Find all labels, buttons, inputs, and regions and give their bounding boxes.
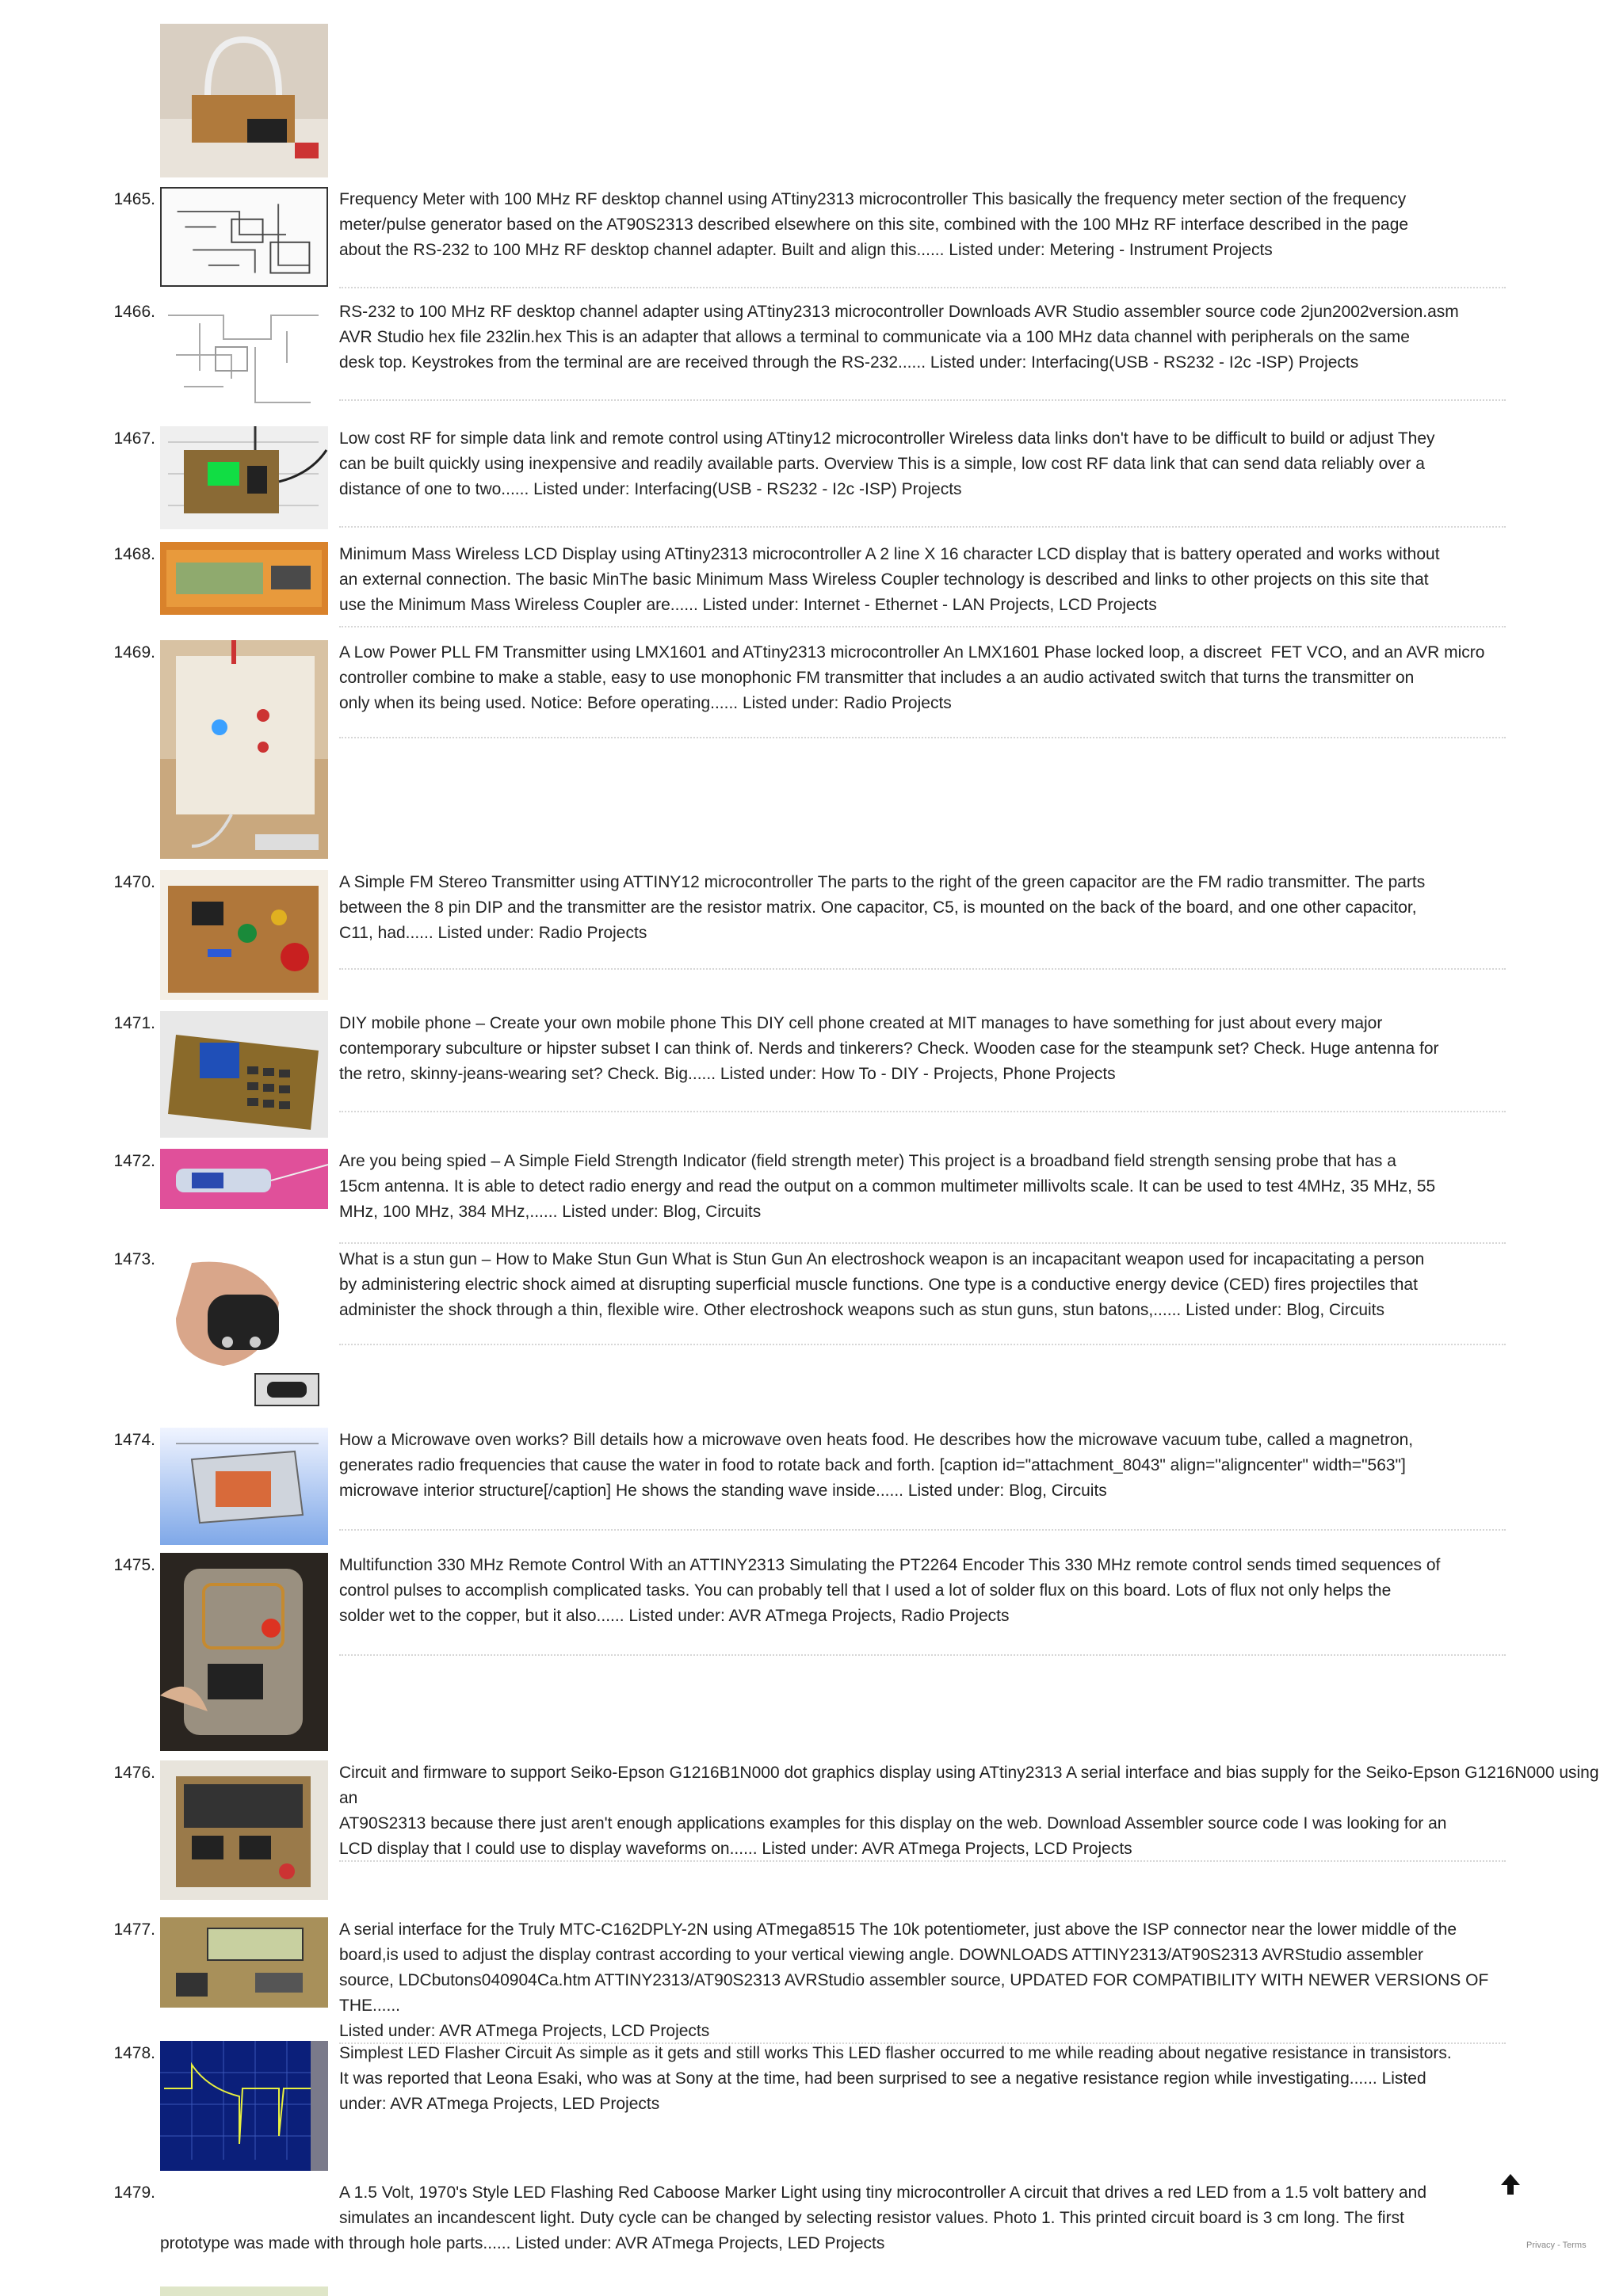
entry-text-line: only when its being used. Notice: Before operating...... Listed under: Radio Projects (339, 694, 952, 712)
entry-text-line: an external connection. The basic MinThe basic Minimum Mass Wireless Coupler technology is described and links to other projects on this site that (339, 570, 1429, 589)
entry-text-line: MHz, 100 MHz, 384 MHz,...... Listed under: Blog, Circuits (339, 1203, 762, 1221)
project-thumbnail[interactable] (160, 1553, 328, 1751)
recaptcha-privacy-terms[interactable]: Privacy - Terms (1526, 2241, 1587, 2250)
entry-text-line: control pulses to accomplish complicated tasks. You can probably tell that I used a lot of solder flux on this board. Lots of flux not only helps the (339, 1581, 1392, 1600)
entry-number: 1477. (113, 1920, 155, 1939)
entry-text-line: 15cm antenna. It is able to detect radio energy and read the output on a common multimeter millivolts scale. It can be used to test 4MHz, 35 MHz, 55 (339, 1177, 1436, 1196)
entry-text-line: A serial interface for the Truly MTC-C162DPLY-2N using ATmega8515 The 10k potentiometer, just above the ISP connector near the lower middle of the (339, 1920, 1457, 1939)
entry-number: 1475. (113, 1556, 155, 1574)
project-entry-overflow[interactable] (160, 2231, 1507, 2256)
entry-separator (339, 1344, 1506, 1345)
entry-text-line: AT90S2313 because there just aren't enough applications examples for this display on the web. Download Assembler source code I was looking for an (339, 1814, 1447, 1833)
project-thumbnail[interactable] (160, 542, 328, 615)
entry-text-line: about the RS-232 to 100 MHz RF desktop channel adapter. Built and align this...... Listed under: Metering - Instrument Projects (339, 241, 1273, 259)
entry-number: 1474. (113, 1431, 155, 1449)
entry-text-line: Are you being spied – A Simple Field Strength Indicator (field strength meter) This project is a broadband field strength sensing probe that has a (339, 1152, 1396, 1170)
entry-separator (339, 1111, 1506, 1112)
project-thumbnail[interactable] (160, 24, 328, 177)
entry-text-line: Simplest LED Flasher Circuit As simple as it gets and still works This LED flasher occurred to me while reading about negative resistance in transistors. (339, 2044, 1452, 2062)
entry-text-line: RS-232 to 100 MHz RF desktop channel adapter using ATtiny2313 microcontroller Downloads AVR Studio assembler source code 2jun2002version.asm (339, 303, 1459, 321)
entry-number: 1469. (113, 643, 155, 662)
entry-text-line: Listed under: AVR ATmega Projects, LCD Projects (339, 2022, 710, 2040)
project-entry[interactable] (339, 542, 1506, 618)
entry-text-line: Frequency Meter with 100 MHz RF desktop channel using ATtiny2313 microcontroller This basically the frequency meter section of the frequency (339, 190, 1407, 208)
entry-number: 1476. (113, 1764, 155, 1782)
entry-text-line: Circuit and firmware to support Seiko-Epson G1216B1N000 dot graphics display using ATtiny2313 A serial interface and bias supply for the Seiko-Epson G1216N000 using an (339, 1764, 1604, 1807)
project-entry[interactable] (339, 1553, 1506, 1629)
project-thumbnail[interactable] (160, 426, 328, 529)
project-entry[interactable] (339, 640, 1506, 716)
project-entry[interactable] (339, 426, 1506, 502)
entry-text-line: A 1.5 Volt, 1970's Style LED Flashing Red Caboose Marker Light using tiny microcontroller A circuit that drives a red LED from a 1.5 volt battery and (339, 2183, 1427, 2202)
entry-text-line: Minimum Mass Wireless LCD Display using ATtiny2313 microcontroller A 2 line X 16 character LCD display that is battery operated and works without (339, 545, 1440, 563)
entry-text-line: use the Minimum Mass Wireless Coupler are...... Listed under: Internet - Ethernet - LAN Projects, LCD Projects (339, 596, 1157, 614)
entry-text-line: the retro, skinny-jeans-wearing set? Check. Big...... Listed under: How To - DIY - Projects, Phone Projects (339, 1065, 1116, 1083)
entry-separator (339, 287, 1506, 288)
project-thumbnail[interactable] (160, 1917, 328, 2008)
entry-text-line: meter/pulse generator based on the AT90S2313 described elsewhere on this site, combined with the 100 MHz RF interface described in the page (339, 215, 1409, 234)
project-entry[interactable] (339, 1149, 1506, 1225)
entry-text-line: How a Microwave oven works? Bill details how a microwave oven heats food. He describes how the microwave vacuum tube, called a magnetron, (339, 1431, 1414, 1449)
entry-number: 1470. (113, 873, 155, 891)
entry-text-line: generates radio frequencies that cause the water in food to rotate back and forth. [caption id="attachment_8043" align="aligncenter" width="563"] (339, 1456, 1406, 1474)
entry-separator (339, 626, 1506, 627)
entry-number: 1466. (113, 303, 155, 321)
entry-text-line: C11, had...... Listed under: Radio Projects (339, 924, 647, 942)
entry-separator (339, 399, 1506, 401)
project-entry[interactable] (339, 1917, 1506, 2044)
entry-separator (339, 526, 1506, 528)
project-thumbnail[interactable] (160, 870, 328, 1000)
entry-text-line: board,is used to adjust the display contrast according to your vertical viewing angle. DOWNLOADS ATTINY2313/AT90S2313 AVRStudio assembler (339, 1946, 1424, 1964)
entry-separator (339, 1242, 1506, 1244)
entry-text-line: Low cost RF for simple data link and remote control using ATtiny12 microcontroller Wireless data links don't have to be difficult to build or adjust They (339, 429, 1435, 448)
project-thumbnail[interactable] (160, 187, 328, 287)
arrow-up-icon (1499, 2172, 1522, 2196)
entry-number: 1465. (113, 190, 155, 208)
entry-number: 1472. (113, 1152, 155, 1170)
entry-text-line: under: AVR ATmega Projects, LED Projects (339, 2095, 660, 2113)
entry-separator (339, 1654, 1506, 1656)
project-entry[interactable] (339, 1760, 1604, 1862)
entry-number: 1478. (113, 2044, 155, 2062)
entry-separator (339, 737, 1506, 738)
project-thumbnail[interactable] (160, 1011, 328, 1138)
entry-text-line: source, LDCbutons040904Ca.htm ATTINY2313/AT90S2313 AVRStudio assembler source, UPDATED FOR COMPATIBILITY WITH NEWER VERSIONS OF THE...... (339, 1971, 1493, 2015)
project-entry[interactable] (339, 870, 1506, 946)
entry-text-line: Multifunction 330 MHz Remote Control With an ATTINY2313 Simulating the PT2264 Encoder This 330 MHz remote control sends timed sequences of (339, 1556, 1441, 1574)
entry-text-line: contemporary subculture or hipster subset I can think of. Nerds and tinkerers? Check. Wooden case for the steampunk set? Check. Huge antenna for (339, 1039, 1439, 1058)
project-entry[interactable] (339, 1428, 1506, 1504)
project-entry[interactable] (339, 1011, 1506, 1087)
entry-text-line: between the 8 pin DIP and the transmitter are the resistor matrix. One capacitor, C5, is mounted on the back of the board, and one other capacitor, (339, 898, 1417, 917)
entry-text-line: A Low Power PLL FM Transmitter using LMX1601 and ATtiny2313 microcontroller An LMX1601 Phase locked loop, a discreet FET VCO, and an AVR micro (339, 643, 1485, 662)
entry-text-line: controller combine to make a stable, easy to use monophonic FM transmitter that includes a an audio activated switch that turns the transmitter on (339, 669, 1415, 687)
entry-text-line: can be built quickly using inexpensive and readily available parts. Overview This is a simple, low cost RF data link that can send data reliably over a (339, 455, 1425, 473)
project-thumbnail[interactable] (160, 1247, 328, 1413)
project-thumbnail[interactable] (160, 1428, 328, 1545)
entry-text-line: LCD display that I could use to display waveforms on...... Listed under: AVR ATmega Projects, LCD Projects (339, 1840, 1132, 1858)
project-entry[interactable] (339, 2041, 1506, 2117)
entry-separator (339, 1529, 1506, 1531)
entry-text-line: DIY mobile phone – Create your own mobile phone This DIY cell phone created at MIT manages to have something for just about every major (339, 1014, 1383, 1032)
scroll-to-top-button[interactable] (1499, 2172, 1522, 2196)
entry-text-line: microwave interior structure[/caption] He shows the standing wave inside...... Listed under: Blog, Circuits (339, 1482, 1107, 1500)
entry-text-line: What is a stun gun – How to Make Stun Gun What is Stun Gun An electroshock weapon is an incapacitant weapon used for incapacitating a person (339, 1250, 1425, 1268)
entry-text-line: It was reported that Leona Esaki, who was at Sony at the time, had been surprised to see a negative resistance region while investigating...... Listed (339, 2069, 1426, 2088)
entry-separator (339, 1860, 1506, 1862)
project-entry[interactable] (339, 1247, 1506, 1323)
project-entry[interactable] (339, 187, 1506, 263)
project-thumbnail[interactable] (160, 299, 328, 414)
entry-text-line: simulates an incandescent light. Duty cycle can be changed by selecting resistor values. Photo 1. This printed circuit board is 3 cm long. The first (339, 2209, 1404, 2227)
project-thumbnail[interactable] (160, 1760, 328, 1900)
entry-text-line: by administering electric shock aimed at disrupting superficial muscle functions. One type is a conductive energy device (CED) fires projectiles that (339, 1276, 1418, 1294)
project-entry[interactable] (339, 299, 1506, 376)
project-entry[interactable] (339, 2180, 1506, 2231)
entry-text-line: administer the shock through a thin, flexible wire. Other electroshock weapons such as stun guns, stun batons,...... Listed under: Blog, Circuits (339, 1301, 1385, 1319)
project-thumbnail[interactable] (160, 2041, 328, 2171)
entry-text-line: distance of one to two...... Listed under: Interfacing(USB - RS232 - I2c -ISP) Projects (339, 480, 962, 498)
project-thumbnail[interactable] (160, 2286, 328, 2296)
entry-text-line: A Simple FM Stereo Transmitter using ATTINY12 microcontroller The parts to the right of the green capacitor are the FM radio transmitter. The parts (339, 873, 1426, 891)
entry-number: 1468. (113, 545, 155, 563)
entry-text-line: prototype was made with through hole parts...... Listed under: AVR ATmega Projects, LED Projects (160, 2234, 885, 2252)
project-thumbnail[interactable] (160, 1149, 328, 1209)
entry-number: 1471. (113, 1014, 155, 1032)
entry-text-line: solder wet to the copper, but it also...... Listed under: AVR ATmega Projects, Radio Projects (339, 1607, 1010, 1625)
entry-text-line: desk top. Keystrokes from the terminal are are received through the RS-232...... Listed under: Interfacing(USB - RS232 - I2c -ISP) Projects (339, 353, 1359, 372)
entry-number: 1479. (113, 2183, 155, 2202)
entry-number: 1467. (113, 429, 155, 448)
entry-number: 1473. (113, 1250, 155, 1268)
entry-separator (339, 968, 1506, 970)
entry-text-line: AVR Studio hex file 232lin.hex This is an adapter that allows a terminal to communicate via a 100 MHz data channel with peripherals on the same (339, 328, 1410, 346)
project-thumbnail[interactable] (160, 640, 328, 859)
